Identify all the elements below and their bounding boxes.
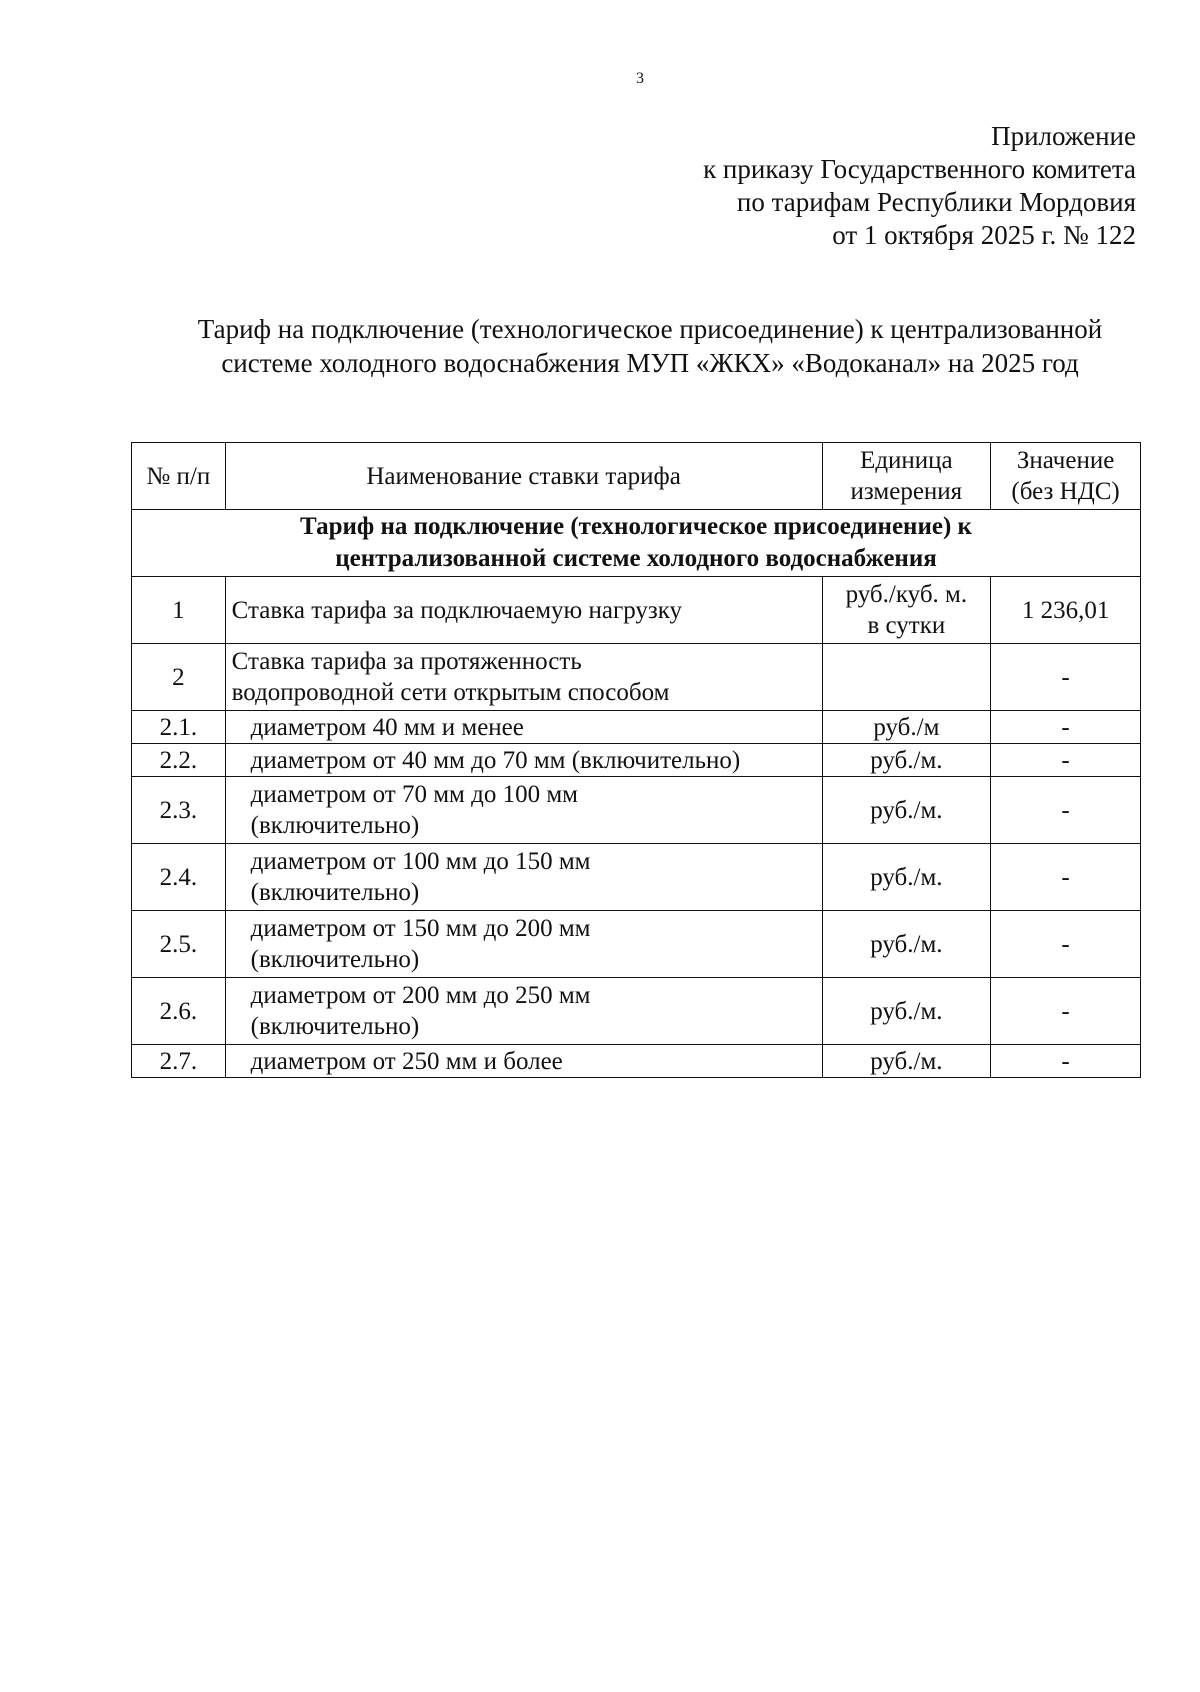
header-unit bbox=[822, 443, 991, 510]
header-unit-line: измерения bbox=[850, 478, 963, 505]
row-num: 2.5. bbox=[132, 911, 226, 978]
document-title bbox=[100, 312, 1200, 380]
row-name-line: диаметром от 150 мм до 200 мм bbox=[250, 915, 591, 942]
row-unit bbox=[822, 644, 991, 711]
header-value-line: (без НДС) bbox=[1011, 478, 1120, 505]
section-line: централизованной системе холодного водоснабжения bbox=[335, 545, 937, 572]
row-unit: руб./м. bbox=[822, 744, 991, 777]
section-row bbox=[132, 510, 1141, 577]
row-name-line: диаметром от 200 мм до 250 мм bbox=[250, 982, 591, 1009]
section-line: Тариф на подключение (технологическое присоединение) к bbox=[300, 513, 972, 540]
row-name-line: (включительно) bbox=[250, 946, 420, 973]
row-name-line: водопроводной сети открытым способом bbox=[231, 679, 670, 706]
page-number: 3 bbox=[636, 70, 644, 87]
row-unit: руб./м. bbox=[822, 844, 991, 911]
appendix-line: к приказу Государственного комитета bbox=[703, 154, 1136, 184]
appendix-line: Приложение bbox=[991, 121, 1136, 151]
appendix-line: от 1 октября 2025 г. № 122 bbox=[832, 220, 1136, 250]
row-name: диаметром от 40 мм до 70 мм (включительно) bbox=[225, 744, 822, 777]
table-row bbox=[132, 644, 1141, 711]
row-name bbox=[225, 777, 822, 844]
header-unit-line: Единица bbox=[860, 447, 953, 474]
section-heading bbox=[132, 510, 1141, 577]
row-name-line: Ставка тарифа за протяженность bbox=[231, 648, 582, 675]
appendix-header bbox=[703, 120, 1136, 252]
row-num: 2 bbox=[132, 644, 226, 711]
row-name: Ставка тарифа за подключаемую нагрузку bbox=[225, 577, 822, 644]
row-unit: руб./м. bbox=[822, 978, 991, 1045]
title-line: Тариф на подключение (технологическое присоединение) к централизованной bbox=[197, 314, 1103, 344]
row-value: - bbox=[991, 911, 1141, 978]
row-name-line: (включительно) bbox=[250, 1013, 420, 1040]
table-row bbox=[132, 577, 1141, 644]
title-line: системе холодного водоснабжения МУП «ЖКХ» «Водоканал» на 2025 год bbox=[221, 348, 1079, 378]
row-unit-line: руб./куб. м. bbox=[845, 581, 968, 608]
row-unit: руб./м bbox=[822, 711, 991, 744]
row-value: - bbox=[991, 744, 1141, 777]
row-name-line: диаметром от 70 мм до 100 мм bbox=[250, 781, 578, 808]
row-value: - bbox=[991, 777, 1141, 844]
row-name: диаметром 40 мм и менее bbox=[225, 711, 822, 744]
table-row bbox=[132, 711, 1141, 744]
row-value: - bbox=[991, 844, 1141, 911]
table-row bbox=[132, 911, 1141, 978]
table-header-row bbox=[132, 443, 1141, 510]
header-name: Наименование ставки тарифа bbox=[225, 443, 822, 510]
table-row bbox=[132, 744, 1141, 777]
row-unit bbox=[822, 577, 991, 644]
header-value bbox=[991, 443, 1141, 510]
header-num: № п/п bbox=[132, 443, 226, 510]
header-value-line: Значение bbox=[1016, 447, 1115, 474]
table-row bbox=[132, 978, 1141, 1045]
row-name-line: диаметром от 100 мм до 150 мм bbox=[250, 848, 591, 875]
row-name bbox=[225, 844, 822, 911]
row-unit: руб./м. bbox=[822, 1045, 991, 1078]
row-name-line: (включительно) bbox=[250, 879, 420, 906]
row-num: 2.2. bbox=[132, 744, 226, 777]
row-name: диаметром от 250 мм и более bbox=[225, 1045, 822, 1078]
row-unit: руб./м. bbox=[822, 911, 991, 978]
table-row bbox=[132, 1045, 1141, 1078]
row-name bbox=[225, 978, 822, 1045]
row-num: 2.4. bbox=[132, 844, 226, 911]
row-name bbox=[225, 644, 822, 711]
table-row bbox=[132, 777, 1141, 844]
row-value: - bbox=[991, 978, 1141, 1045]
row-num: 2.3. bbox=[132, 777, 226, 844]
row-value: 1 236,01 bbox=[991, 577, 1141, 644]
row-value: - bbox=[991, 711, 1141, 744]
row-num: 2.6. bbox=[132, 978, 226, 1045]
row-name bbox=[225, 911, 822, 978]
row-num: 1 bbox=[132, 577, 226, 644]
row-value: - bbox=[991, 1045, 1141, 1078]
row-num: 2.7. bbox=[132, 1045, 226, 1078]
row-unit-line: в сутки bbox=[867, 612, 946, 639]
row-num: 2.1. bbox=[132, 711, 226, 744]
row-name-line: (включительно) bbox=[250, 812, 420, 839]
tariff-table bbox=[131, 442, 1141, 1078]
row-value: - bbox=[991, 644, 1141, 711]
table-row bbox=[132, 844, 1141, 911]
appendix-line: по тарифам Республики Мордовия bbox=[736, 187, 1136, 217]
row-unit: руб./м. bbox=[822, 777, 991, 844]
